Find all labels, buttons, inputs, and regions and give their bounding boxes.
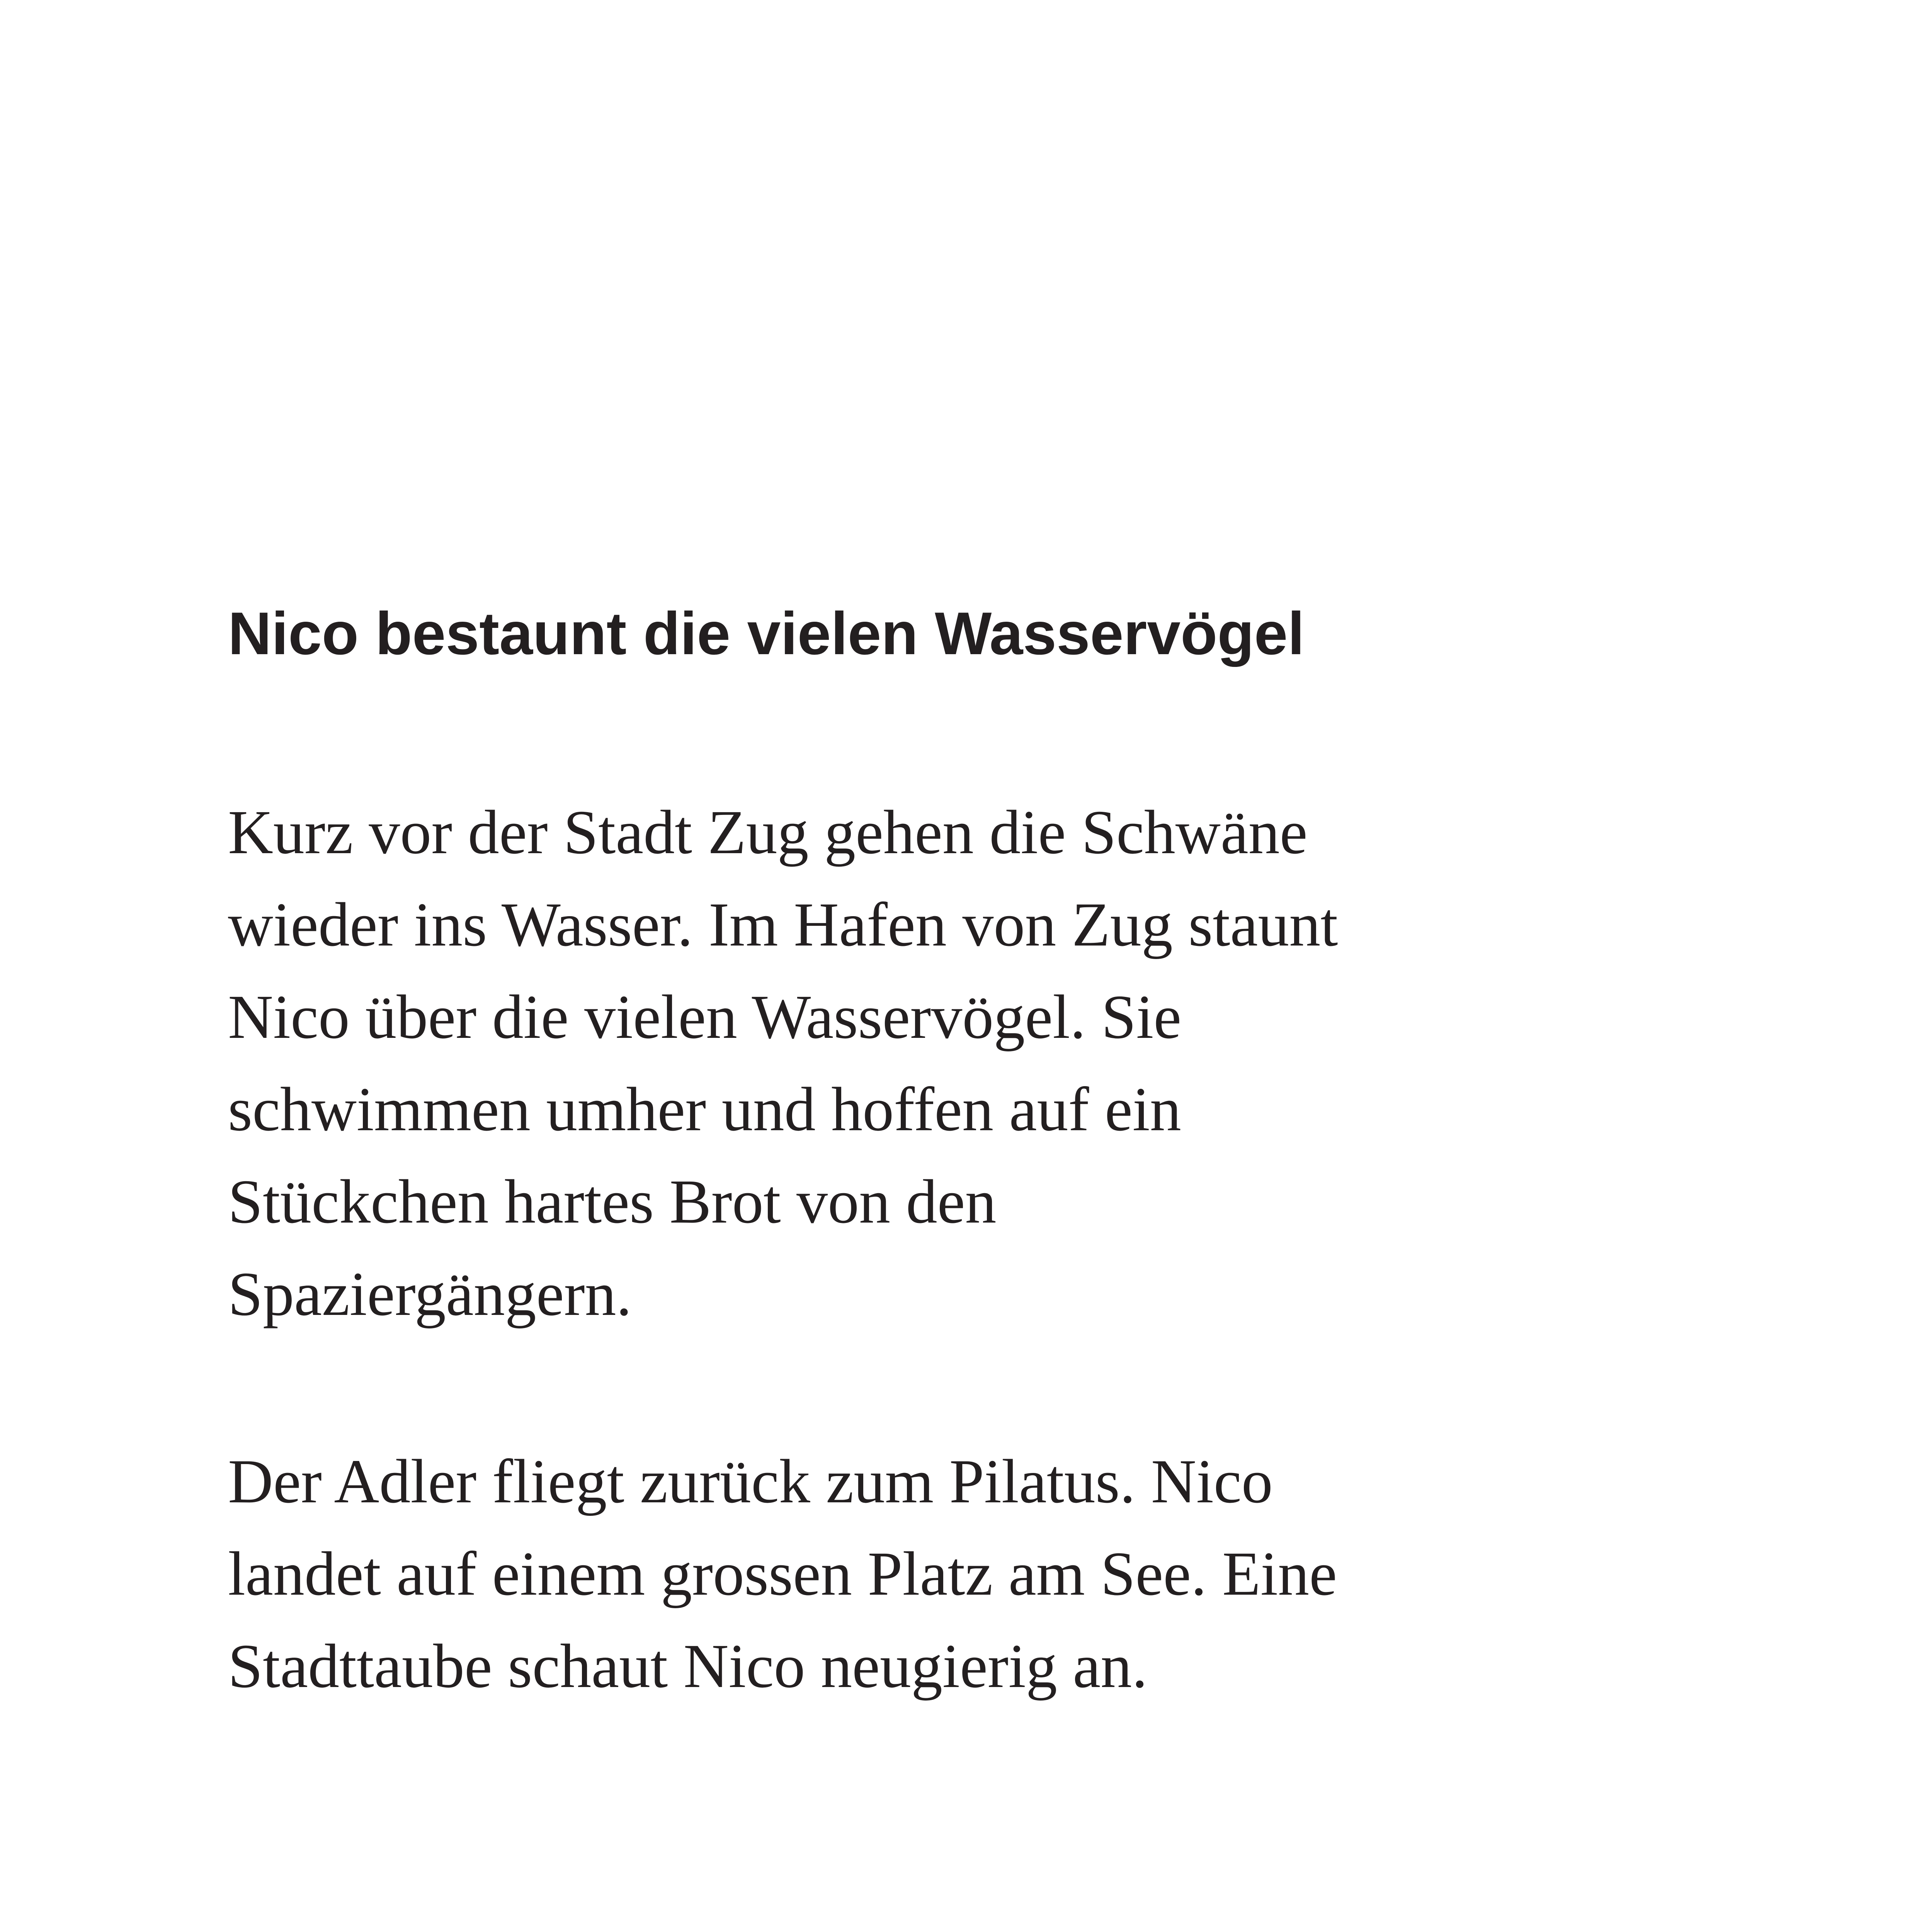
paragraph-line: Der Adler fliegt zurück zum Pilatus. Nico (228, 1447, 1273, 1516)
story-paragraph (228, 786, 1338, 1340)
story-paragraph (228, 1435, 1337, 1713)
page-title: Nico bestaunt die vielen Wasservögel (228, 600, 1305, 667)
paragraph-line: Stückchen hartes Brot von den (228, 1167, 997, 1236)
paragraph-line: Spaziergängern. (228, 1260, 632, 1329)
paragraph-line: wieder ins Wasser. Im Hafen von Zug staunt (228, 890, 1338, 959)
paragraph-line: Stadttaube schaut Nico neugierig an. (228, 1632, 1148, 1701)
paragraph-line: landet auf einem grossen Platz am See. Eine (228, 1539, 1337, 1609)
paragraph-line: Kurz vor der Stadt Zug gehen die Schwäne (228, 798, 1308, 867)
paragraph-line: schwimmen umher und hoffen auf ein (228, 1075, 1181, 1144)
paragraph-line: Nico über die vielen Wasservögel. Sie (228, 983, 1182, 1052)
